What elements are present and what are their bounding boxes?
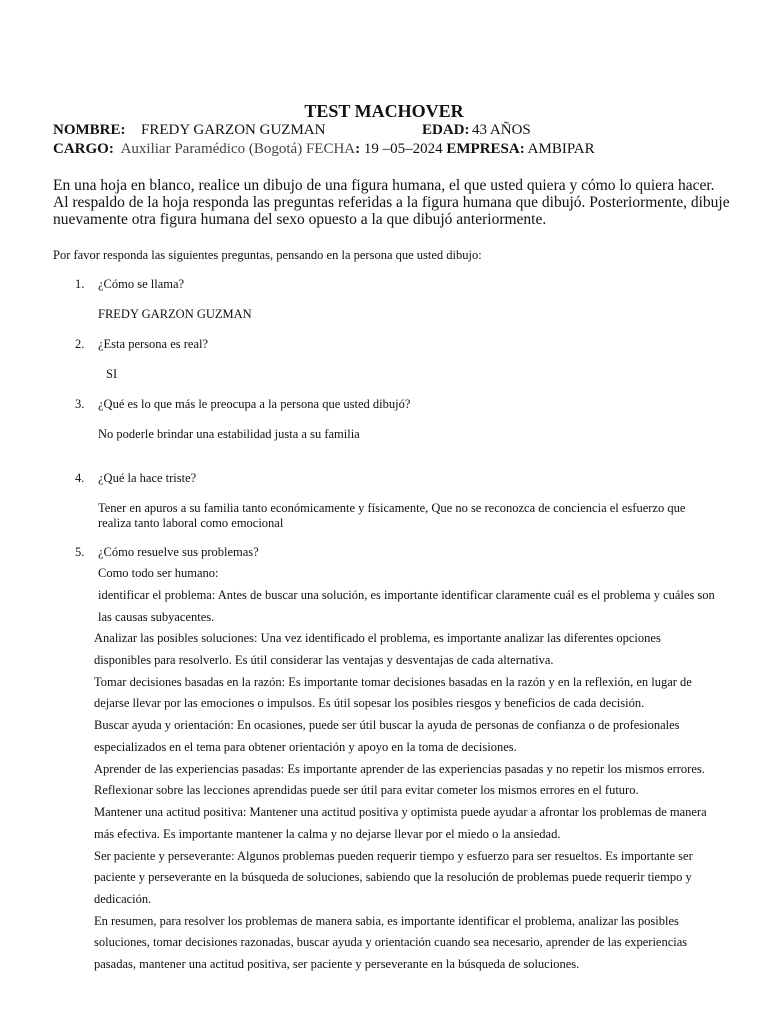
answer5-line: las causas subyacentes. [98,610,215,624]
question-number: 1. [75,277,85,291]
answer5-line: En resumen, para resolver los problemas de manera sabia, es importante identificar el problema, analizar las posibles [94,914,679,928]
intro-line: nuevamente otra figura humana del sexo opuesto a la que dibujó anteriormente. [53,211,547,228]
answer5-line: Tomar decisiones basadas en la razón: Es importante tomar decisiones basadas en la razón y en la reflexión, en lugar de [94,675,692,689]
answer-text: SI [106,367,118,381]
page-title: TEST MACHOVER [304,101,464,121]
intro-line: Al respaldo de la hoja responda las preguntas referidas a la figura humana que dibujó. Posteriormente, dibuje [53,194,730,211]
question-number: 2. [75,337,85,351]
answer-text: realiza tanto laboral como emocional [98,516,284,530]
answer5-line: Analizar las posibles soluciones: Una vez identificado el problema, es importante analizar las diferentes opciones [94,631,661,645]
cargo-value: Auxiliar Paramédico (Bogotá) FECHA [120,141,356,157]
answer-text: FREDY GARZON GUZMAN [98,307,252,321]
question-text: ¿Esta persona es real? [98,337,209,351]
question-number: 5. [75,545,85,559]
edad-value: 43 AÑOS [472,122,531,138]
question-number: 3. [75,397,85,411]
answer5-line: Reflexionar sobre las lecciones aprendidas puede ser útil para evitar cometer los mismos errores en el futuro. [94,783,639,797]
answer5-line: pasadas, mantener una actitud positiva, ser paciente y perseverante en la búsqueda de soluciones. [94,957,580,971]
cargo-line [53,141,595,158]
empresa-label: EMPRESA: [446,141,525,157]
question-text: ¿Qué es lo que más le preocupa a la persona que usted dibujó? [98,397,411,411]
nombre-value: FREDY GARZON GUZMAN [141,122,326,138]
answer5-line: dedicación. [94,892,152,906]
answer5-line: Aprender de las experiencias pasadas: Es importante aprender de las experiencias pasadas y no repetir los mismos errores. [94,762,705,776]
question-number: 4. [75,471,85,485]
answer5-line: Mantener una actitud positiva: Mantener una actitud positiva y optimista puede ayudar a afrontar los problemas de manera [94,805,707,819]
fecha-separator: : [355,141,361,157]
answer-text: Tener en apuros a su familia tanto económicamente y físicamente, Que no se reconozca de conciencia el esfuerzo que [98,501,686,515]
answer5-line: dejarse llevar por las emociones o impulsos. Es útil sopesar los posibles riesgos y beneficios de cada decisión. [94,696,645,710]
edad-label: EDAD: [422,122,470,138]
question-text: ¿Cómo resuelve sus problemas? [98,545,259,559]
answer-text: No poderle brindar una estabilidad justa a su familia [98,427,360,441]
answer5-line: Buscar ayuda y orientación: En ocasiones, puede ser útil buscar la ayuda de personas de confianza o de profesionales [94,718,680,732]
question-text: ¿Cómo se llama? [98,277,185,291]
instructions-prompt: Por favor responda las siguientes preguntas, pensando en la persona que usted dibujo: [53,248,482,262]
cargo-label: CARGO: [53,141,114,157]
answer5-line: soluciones, tomar decisiones razonadas, buscar ayuda y orientación cuando sea necesario, aprender de las experiencias [94,935,688,949]
answer5-line: especializados en el tema para obtener orientación y apoyo en la toma de decisiones. [94,740,517,754]
answer5-line: más efectiva. Es importante mantener la calma y no dejarse llevar por el miedo o la ansiedad. [94,827,561,841]
answer5-line: Como todo ser humano: [98,566,219,580]
fecha-value: 19 –05–2024 [363,141,443,157]
question-text: ¿Qué la hace triste? [98,471,197,485]
empresa-value: AMBIPAR [527,141,595,157]
answer5-line: disponibles para resolverlo. Es útil considerar las ventajas y desventajas de cada alternativa. [94,653,554,667]
answer5-line: paciente y perseverante en la búsqueda de soluciones, sabiendo que la resolución de problemas puede requerir tiempo y [94,870,692,884]
answer5-line: identificar el problema: Antes de buscar una solución, es importante identificar claramente cuál es el problema y cuáles son [98,588,715,602]
intro-line: En una hoja en blanco, realice un dibujo de una figura humana, el que usted quiera y cómo lo quiera hacer. [53,177,715,194]
nombre-label: NOMBRE: [53,122,126,138]
answer5-line: Ser paciente y perseverante: Algunos problemas pueden requerir tiempo y esfuerzo para ser resueltos. Es importante ser [94,849,693,863]
